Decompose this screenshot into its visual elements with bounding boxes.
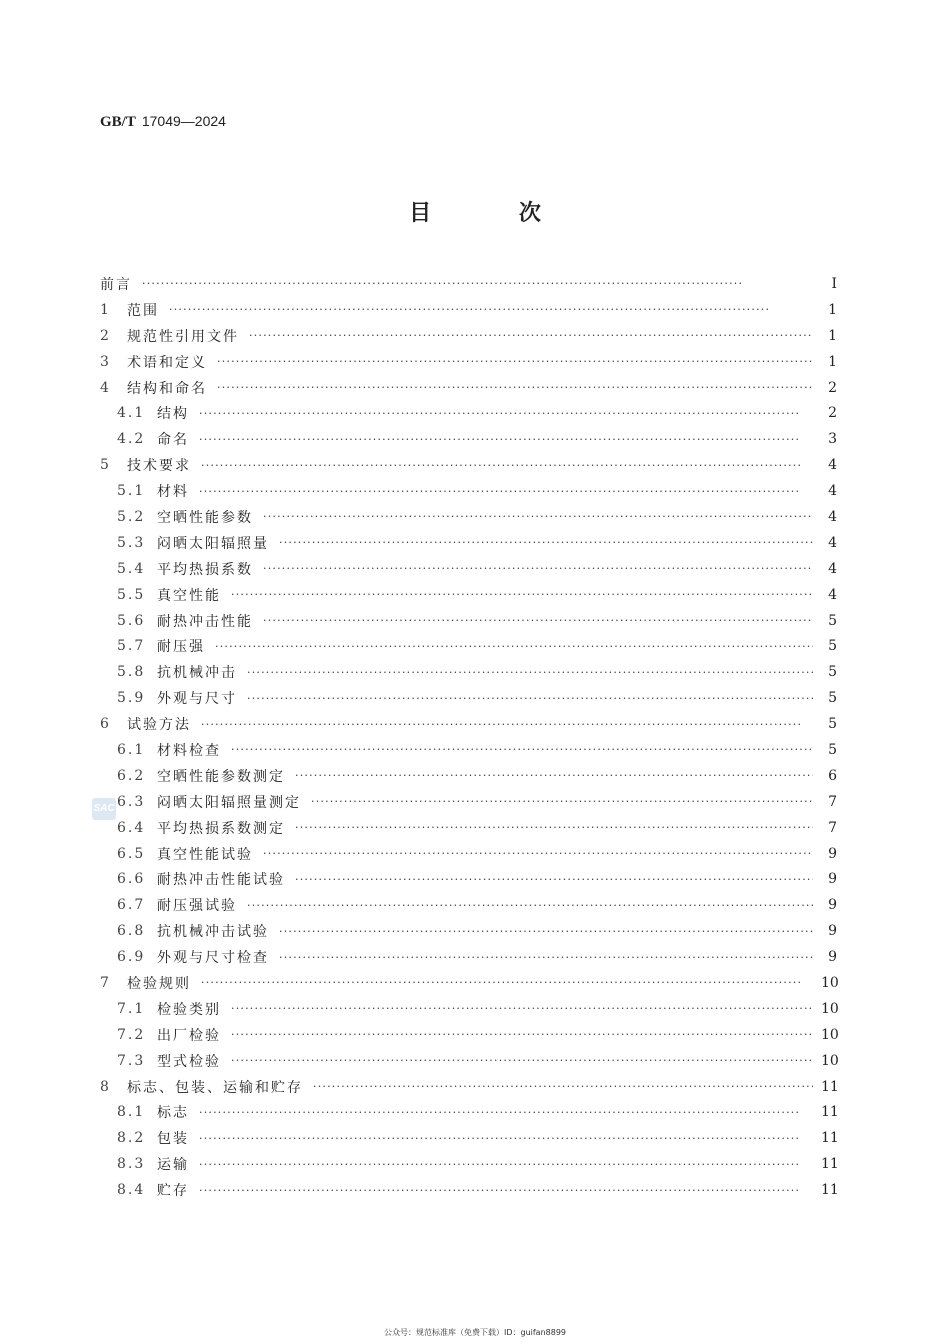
toc-entry-title: 闷晒太阳辐照量 <box>157 535 269 552</box>
toc-entry-number: 6.9 <box>117 949 146 966</box>
toc-entry-title: 技术要求 <box>127 458 191 475</box>
dot-leader <box>142 277 813 290</box>
toc-entry[interactable] <box>100 1074 837 1100</box>
dot-leader <box>279 951 813 964</box>
dot-leader <box>199 407 813 420</box>
toc-entry-title: 抗机械冲击 <box>157 665 237 682</box>
dot-leader <box>231 588 813 601</box>
toc-entry[interactable] <box>100 608 837 634</box>
toc-entry-page: 9 <box>828 897 837 914</box>
toc-entry[interactable] <box>100 1100 837 1126</box>
code-number: 17049—2024 <box>141 113 226 129</box>
toc-entry-title: 型式检验 <box>157 1053 221 1070</box>
toc-entry-title: 平均热损系数 <box>157 561 253 578</box>
toc-entry-page: 9 <box>828 845 837 862</box>
toc-entry-title: 外观与尺寸 <box>157 691 237 708</box>
toc-entry-number: 5.4 <box>117 560 146 577</box>
toc-entry-title: 范围 <box>127 302 159 319</box>
toc-entry-number: 5.8 <box>117 664 146 681</box>
toc-entry-title: 材料检查 <box>157 742 221 759</box>
toc-entry-title: 前言 <box>100 276 132 293</box>
dot-leader <box>169 303 813 316</box>
toc-entry-title: 耐压强 <box>157 639 205 656</box>
toc-entry-number: 6.8 <box>117 923 146 940</box>
dot-leader <box>263 614 813 627</box>
toc-entry-number: 6 <box>100 716 111 733</box>
toc-entry[interactable] <box>100 297 837 323</box>
dot-leader <box>217 355 813 368</box>
page-title: 目 次 <box>409 200 581 226</box>
toc-entry-number: 5.7 <box>117 638 146 655</box>
toc-entry-page: 4 <box>828 534 837 551</box>
dot-leader <box>199 485 813 498</box>
toc-entry-title: 材料 <box>157 484 189 501</box>
dot-leader <box>199 1184 813 1197</box>
toc-entry-number: 6.6 <box>117 871 146 888</box>
toc-entry[interactable] <box>100 1125 837 1151</box>
toc-entry[interactable] <box>100 841 837 867</box>
toc-entry-title: 空晒性能参数测定 <box>157 768 285 785</box>
table-of-contents <box>100 271 837 1203</box>
toc-entry-title: 结构 <box>157 406 189 423</box>
toc-entry[interactable] <box>100 426 837 452</box>
toc-entry[interactable] <box>100 737 837 763</box>
toc-entry[interactable] <box>100 659 837 685</box>
toc-entry-page: 1 <box>828 353 837 370</box>
toc-entry-page: 11 <box>821 1156 839 1173</box>
toc-entry[interactable] <box>100 685 837 711</box>
toc-entry-title: 运输 <box>157 1157 189 1174</box>
toc-entry[interactable] <box>100 633 837 659</box>
dot-leader <box>311 795 813 808</box>
toc-entry[interactable] <box>100 582 837 608</box>
toc-entry-number: 5.3 <box>117 534 146 551</box>
sac-watermark-logo: SAC <box>92 798 116 820</box>
dot-leader <box>231 1054 813 1067</box>
toc-entry-number: 6.5 <box>117 845 146 862</box>
toc-entry-title: 出厂检验 <box>157 1027 221 1044</box>
toc-entry-title: 包装 <box>157 1131 189 1148</box>
toc-entry-number: 5 <box>100 457 111 474</box>
toc-entry-number: 6.2 <box>117 767 146 784</box>
toc-entry-number: 7 <box>100 974 111 991</box>
dot-leader <box>295 873 813 886</box>
dot-leader <box>295 769 813 782</box>
dot-leader <box>199 1158 813 1171</box>
dot-leader <box>231 1028 813 1041</box>
toc-entry-title: 平均热损系数测定 <box>157 820 285 837</box>
dot-leader <box>247 692 813 705</box>
toc-entry-number: 5.9 <box>117 690 146 707</box>
standard-code <box>100 113 226 131</box>
toc-entry-page: 5 <box>828 612 837 629</box>
toc-entry-title: 闷晒太阳辐照量测定 <box>157 794 301 811</box>
toc-entry-number: 7.1 <box>117 1000 146 1017</box>
toc-entry-number: 4.2 <box>117 431 146 448</box>
toc-entry-number: 6.7 <box>117 897 146 914</box>
toc-entry-title: 耐热冲击性能 <box>157 613 253 630</box>
toc-entry-number: 4.1 <box>117 405 146 422</box>
dot-leader <box>231 1002 813 1015</box>
toc-entry-page: 2 <box>828 405 837 422</box>
toc-entry-title: 命名 <box>157 432 189 449</box>
toc-entry-title: 标志、包装、运输和贮存 <box>127 1079 303 1096</box>
toc-entry[interactable] <box>100 866 837 892</box>
dot-leader <box>201 718 813 731</box>
toc-entry-page: 5 <box>828 716 837 733</box>
dot-leader <box>201 976 813 989</box>
toc-entry[interactable] <box>100 504 837 530</box>
dot-leader <box>215 640 813 653</box>
toc-entry[interactable] <box>100 1048 837 1074</box>
toc-entry-number: 2 <box>100 327 111 344</box>
toc-entry-page: 9 <box>828 949 837 966</box>
toc-entry[interactable] <box>100 970 837 996</box>
toc-entry[interactable] <box>100 478 837 504</box>
toc-entry-page: I <box>831 275 837 292</box>
toc-entry-page: 2 <box>828 379 837 396</box>
toc-entry-title: 空晒性能参数 <box>157 509 253 526</box>
toc-entry-number: 8.1 <box>117 1104 146 1121</box>
toc-entry-number: 5.2 <box>117 508 146 525</box>
toc-entry-page: 1 <box>828 327 837 344</box>
toc-entry-title: 规范性引用文件 <box>127 328 239 345</box>
toc-entry-title: 耐热冲击性能试验 <box>157 872 285 889</box>
toc-entry[interactable] <box>100 1151 837 1177</box>
toc-entry-title: 抗机械冲击试验 <box>157 924 269 941</box>
toc-entry[interactable] <box>100 375 837 401</box>
toc-entry-page: 4 <box>828 560 837 577</box>
toc-entry-number: 5.1 <box>117 483 146 500</box>
dot-leader <box>247 899 813 912</box>
toc-entry[interactable] <box>100 271 837 297</box>
toc-entry-number: 8.4 <box>117 1182 146 1199</box>
toc-entry-title: 结构和命名 <box>127 380 207 397</box>
toc-entry-number: 8 <box>100 1078 111 1095</box>
toc-entry[interactable] <box>100 918 837 944</box>
toc-entry-number: 6.1 <box>117 741 146 758</box>
toc-entry-title: 真空性能试验 <box>157 846 253 863</box>
toc-entry-number: 4 <box>100 379 111 396</box>
toc-entry-title: 真空性能 <box>157 587 221 604</box>
toc-entry[interactable] <box>100 530 837 556</box>
toc-entry-page: 7 <box>828 819 837 836</box>
toc-entry-title: 标志 <box>157 1105 189 1122</box>
toc-entry[interactable] <box>100 763 837 789</box>
toc-entry[interactable] <box>100 1177 837 1203</box>
toc-entry-number: 5.5 <box>117 586 146 603</box>
toc-entry-page: 7 <box>828 793 837 810</box>
toc-entry[interactable] <box>100 892 837 918</box>
toc-entry-page: 10 <box>821 974 839 991</box>
toc-entry-title: 术语和定义 <box>127 354 207 371</box>
toc-entry-page: 5 <box>828 741 837 758</box>
dot-leader <box>231 743 813 756</box>
toc-entry-page: 6 <box>828 767 837 784</box>
toc-entry-title: 贮存 <box>157 1183 189 1200</box>
toc-entry-page: 3 <box>828 431 837 448</box>
code-prefix: GB/T <box>100 114 136 130</box>
toc-entry-title: 耐压强试验 <box>157 898 237 915</box>
toc-entry-title: 检验规则 <box>127 975 191 992</box>
dot-leader <box>263 562 813 575</box>
toc-entry-number: 1 <box>100 301 111 318</box>
toc-entry-title: 试验方法 <box>127 717 191 734</box>
toc-entry-number: 7.3 <box>117 1052 146 1069</box>
toc-entry[interactable] <box>100 452 837 478</box>
toc-entry[interactable] <box>100 400 837 426</box>
toc-entry-page: 1 <box>828 301 837 318</box>
toc-entry-page: 11 <box>821 1078 839 1095</box>
dot-leader <box>263 847 813 860</box>
toc-entry-page: 4 <box>828 457 837 474</box>
dot-leader <box>199 433 813 446</box>
dot-leader <box>247 666 813 679</box>
toc-entry-number: 6.4 <box>117 819 146 836</box>
toc-entry-page: 11 <box>821 1182 839 1199</box>
dot-leader <box>263 510 813 523</box>
toc-entry[interactable] <box>100 789 837 815</box>
toc-entry[interactable] <box>100 996 837 1022</box>
toc-entry-page: 5 <box>828 664 837 681</box>
dot-leader <box>279 925 813 938</box>
dot-leader <box>279 536 813 549</box>
toc-entry-page: 10 <box>821 1000 839 1017</box>
toc-entry-page: 10 <box>821 1026 839 1043</box>
toc-entry-page: 11 <box>821 1104 839 1121</box>
toc-entry-page: 4 <box>828 483 837 500</box>
toc-entry-number: 7.2 <box>117 1026 146 1043</box>
toc-entry-page: 9 <box>828 871 837 888</box>
toc-entry-title: 检验类别 <box>157 1001 221 1018</box>
dot-leader <box>199 1132 813 1145</box>
toc-entry[interactable] <box>100 815 837 841</box>
toc-entry-page: 5 <box>828 690 837 707</box>
toc-entry-page: 10 <box>821 1052 839 1069</box>
footer-note: 公众号：规范标准库（免费下载）ID：guifan8899 <box>383 1328 567 1337</box>
toc-entry-page: 4 <box>828 586 837 603</box>
toc-entry-page: 9 <box>828 923 837 940</box>
toc-entry-title: 外观与尺寸检查 <box>157 950 269 967</box>
dot-leader <box>217 381 813 394</box>
toc-entry-page: 5 <box>828 638 837 655</box>
dot-leader <box>201 459 813 472</box>
toc-entry[interactable] <box>100 1022 837 1048</box>
toc-entry[interactable] <box>100 323 837 349</box>
toc-entry[interactable] <box>100 349 837 375</box>
toc-entry[interactable] <box>100 944 837 970</box>
dot-leader <box>249 329 813 342</box>
toc-entry[interactable] <box>100 711 837 737</box>
toc-entry[interactable] <box>100 556 837 582</box>
toc-entry-number: 8.3 <box>117 1156 146 1173</box>
toc-entry-page: 4 <box>828 508 837 525</box>
toc-entry-number: 3 <box>100 353 111 370</box>
toc-entry-number: 6.3 <box>117 793 146 810</box>
toc-entry-number: 8.2 <box>117 1130 146 1147</box>
toc-entry-number: 5.6 <box>117 612 146 629</box>
dot-leader <box>199 1106 813 1119</box>
dot-leader <box>313 1080 813 1093</box>
dot-leader <box>295 821 813 834</box>
toc-entry-page: 11 <box>821 1130 839 1147</box>
